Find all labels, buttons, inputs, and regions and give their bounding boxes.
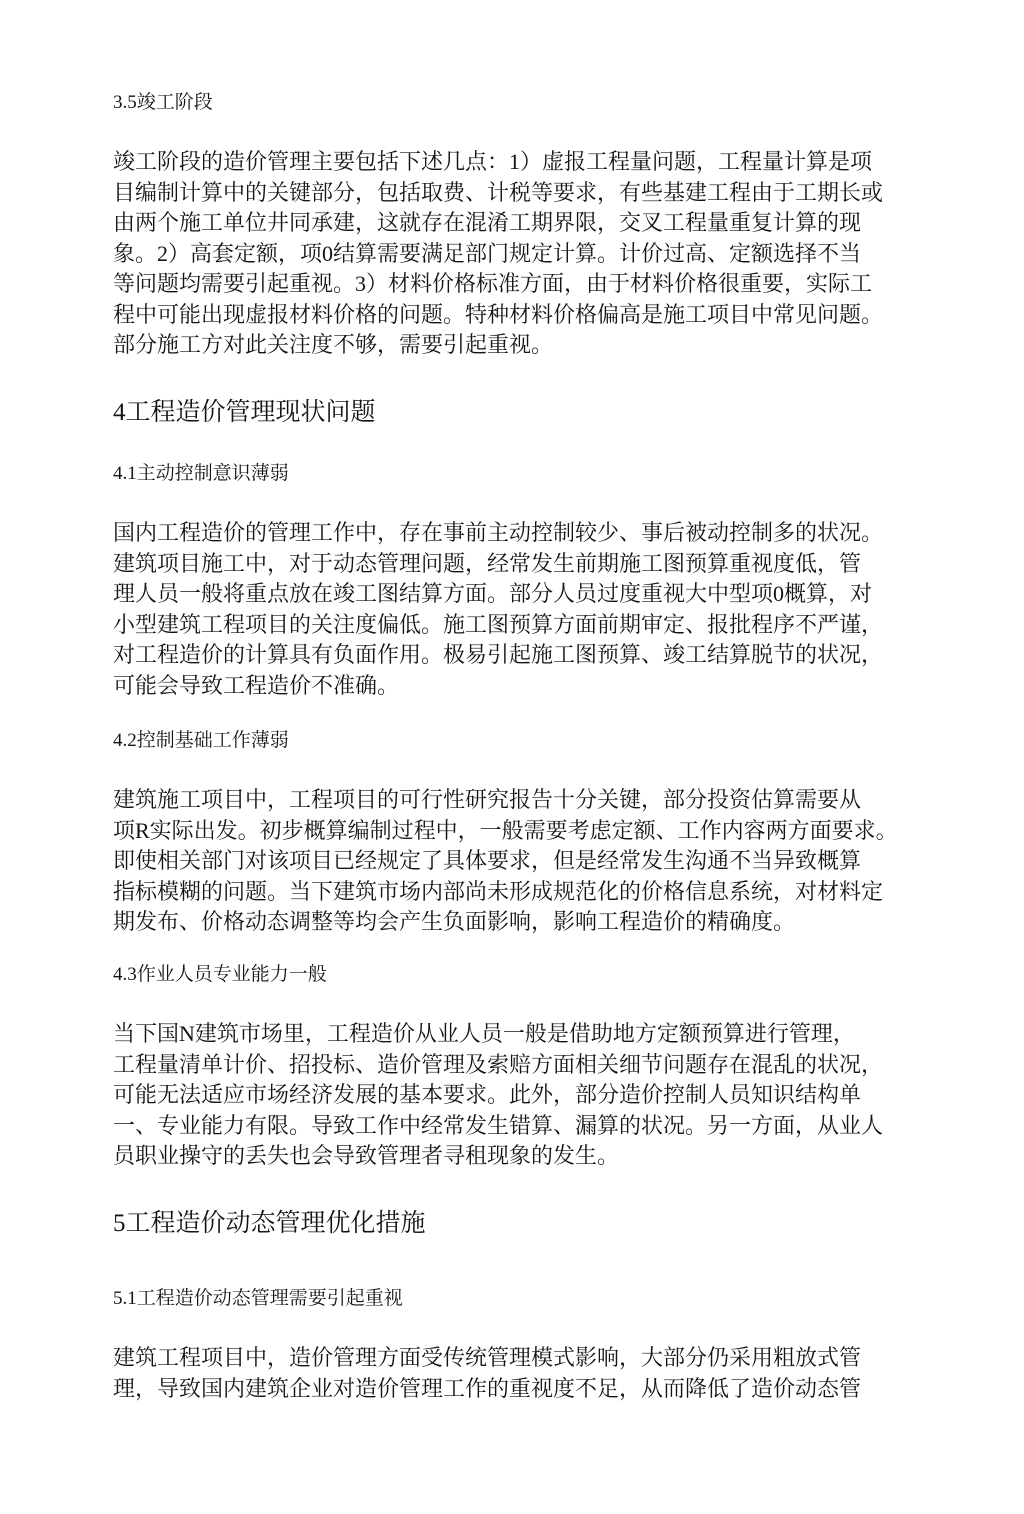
- paragraph-5-1: [113, 1343, 913, 1404]
- paragraph-line: 小型建筑工程项目的关注度偏低。施工图预算方面前期审定、报批程序不严谨，: [113, 611, 884, 637]
- paragraph-line: 部分施工方对此关注度不够，需要引起重视。: [113, 332, 554, 357]
- section-heading-3-5: 3.5竣工阶段: [113, 92, 213, 113]
- paragraph-line: 理人员一般将重点放在竣工图结算方面。部分人员过度重视大中型项0概算，对: [113, 581, 873, 606]
- paragraph-line: 员职业操守的丢失也会导致管理者寻租现象的发生。: [113, 1143, 620, 1168]
- paragraph-4-3: [113, 1019, 913, 1172]
- paragraph-line: 即使相关部门对该项目已经规定了具体要求，但是经常发生沟通不当异致概算: [113, 848, 862, 873]
- paragraph-line: 象。2）高套定额，项0结算需要满足部门规定计算。计价过高、定额选择不当: [113, 240, 862, 266]
- paragraph-line: 理，导致国内建筑企业对造价管理工作的重视度不足，从而降低了造价动态管: [113, 1375, 862, 1401]
- section-heading-4-3: 4.3作业人员专业能力一般: [113, 964, 327, 985]
- paragraph-3-5: [113, 147, 913, 361]
- paragraph-line: 程中可能出现虚报材料价格的问题。特种材料价格偏高是施工项目中常见问题。: [113, 301, 884, 327]
- chapter-heading-4: 4工程造价管理现状问题: [113, 399, 376, 426]
- paragraph-line: 对工程造价的计算具有负面作用。极易引起施工图预算、竣工结算脱节的状况，: [113, 642, 884, 667]
- paragraph-line: 目编制计算中的关键部分，包括取费、计税等要求，有些基建工程由于工期长或: [113, 179, 884, 205]
- paragraph-line: 等问题均需要引起重视。3）材料价格标准方面，由于材料价格很重要，实际工: [113, 271, 873, 296]
- paragraph-line: 建筑工程项目中，造价管理方面受传统管理模式影响，大部分仍采用粗放式管: [113, 1345, 862, 1370]
- paragraph-line: 指标模糊的问题。当下建筑市场内部尚未形成规范化的价格信息系统，对材料定: [113, 878, 884, 904]
- paragraph-line: 可能会导致工程造价不准确。: [113, 672, 400, 698]
- paragraph-line: 一、专业能力有限。导致工作中经常发生错算、漏算的状况。另一方面，从业人: [113, 1112, 884, 1138]
- paragraph-line: 项R实际出发。初步概算编制过程中，一般需要考虑定额、工作内容两方面要求。: [113, 817, 898, 843]
- paragraph-line: 竣工阶段的造价管理主要包括下述几点：1）虚报工程量问题，工程量计算是项: [113, 149, 873, 174]
- paragraph-line: 国内工程造价的管理工作中，存在事前主动控制较少、事后被动控制多的状况。: [113, 520, 884, 545]
- section-heading-5-1: 5.1工程造价动态管理需要引起重视: [113, 1288, 403, 1309]
- chapter-heading-5: 5工程造价动态管理优化措施: [113, 1210, 426, 1237]
- paragraph-4-1: [113, 518, 913, 701]
- paragraph-line: 由两个施工单位井同承建，这就存在混淆工期界限，交叉工程量重复计算的现: [113, 210, 862, 235]
- paragraph-line: 当下国N建筑市场里，工程造价从业人员一般是借助地方定额预算进行管理，: [113, 1021, 855, 1046]
- section-heading-4-1: 4.1主动控制意识薄弱: [113, 463, 289, 484]
- paragraph-line: 建筑施工项目中，工程项目的可行性研究报告十分关键，部分投资估算需要从: [113, 787, 862, 812]
- paragraph-line: 建筑项目施工中，对于动态管理问题，经常发生前期施工图预算重视度低，管: [113, 550, 862, 576]
- section-heading-4-2: 4.2控制基础工作薄弱: [113, 730, 289, 751]
- paragraph-line: 期发布、价格动态调整等均会产生负面影响，影响工程造价的精确度。: [113, 909, 796, 934]
- paragraph-line: 工程量清单计价、招投标、造价管理及索赔方面相关细节问题存在混乱的状况，: [113, 1051, 884, 1077]
- paragraph-4-2: [113, 785, 913, 938]
- paragraph-line: 可能无法适应市场经济发展的基本要求。此外，部分造价控制人员知识结构单: [113, 1082, 862, 1107]
